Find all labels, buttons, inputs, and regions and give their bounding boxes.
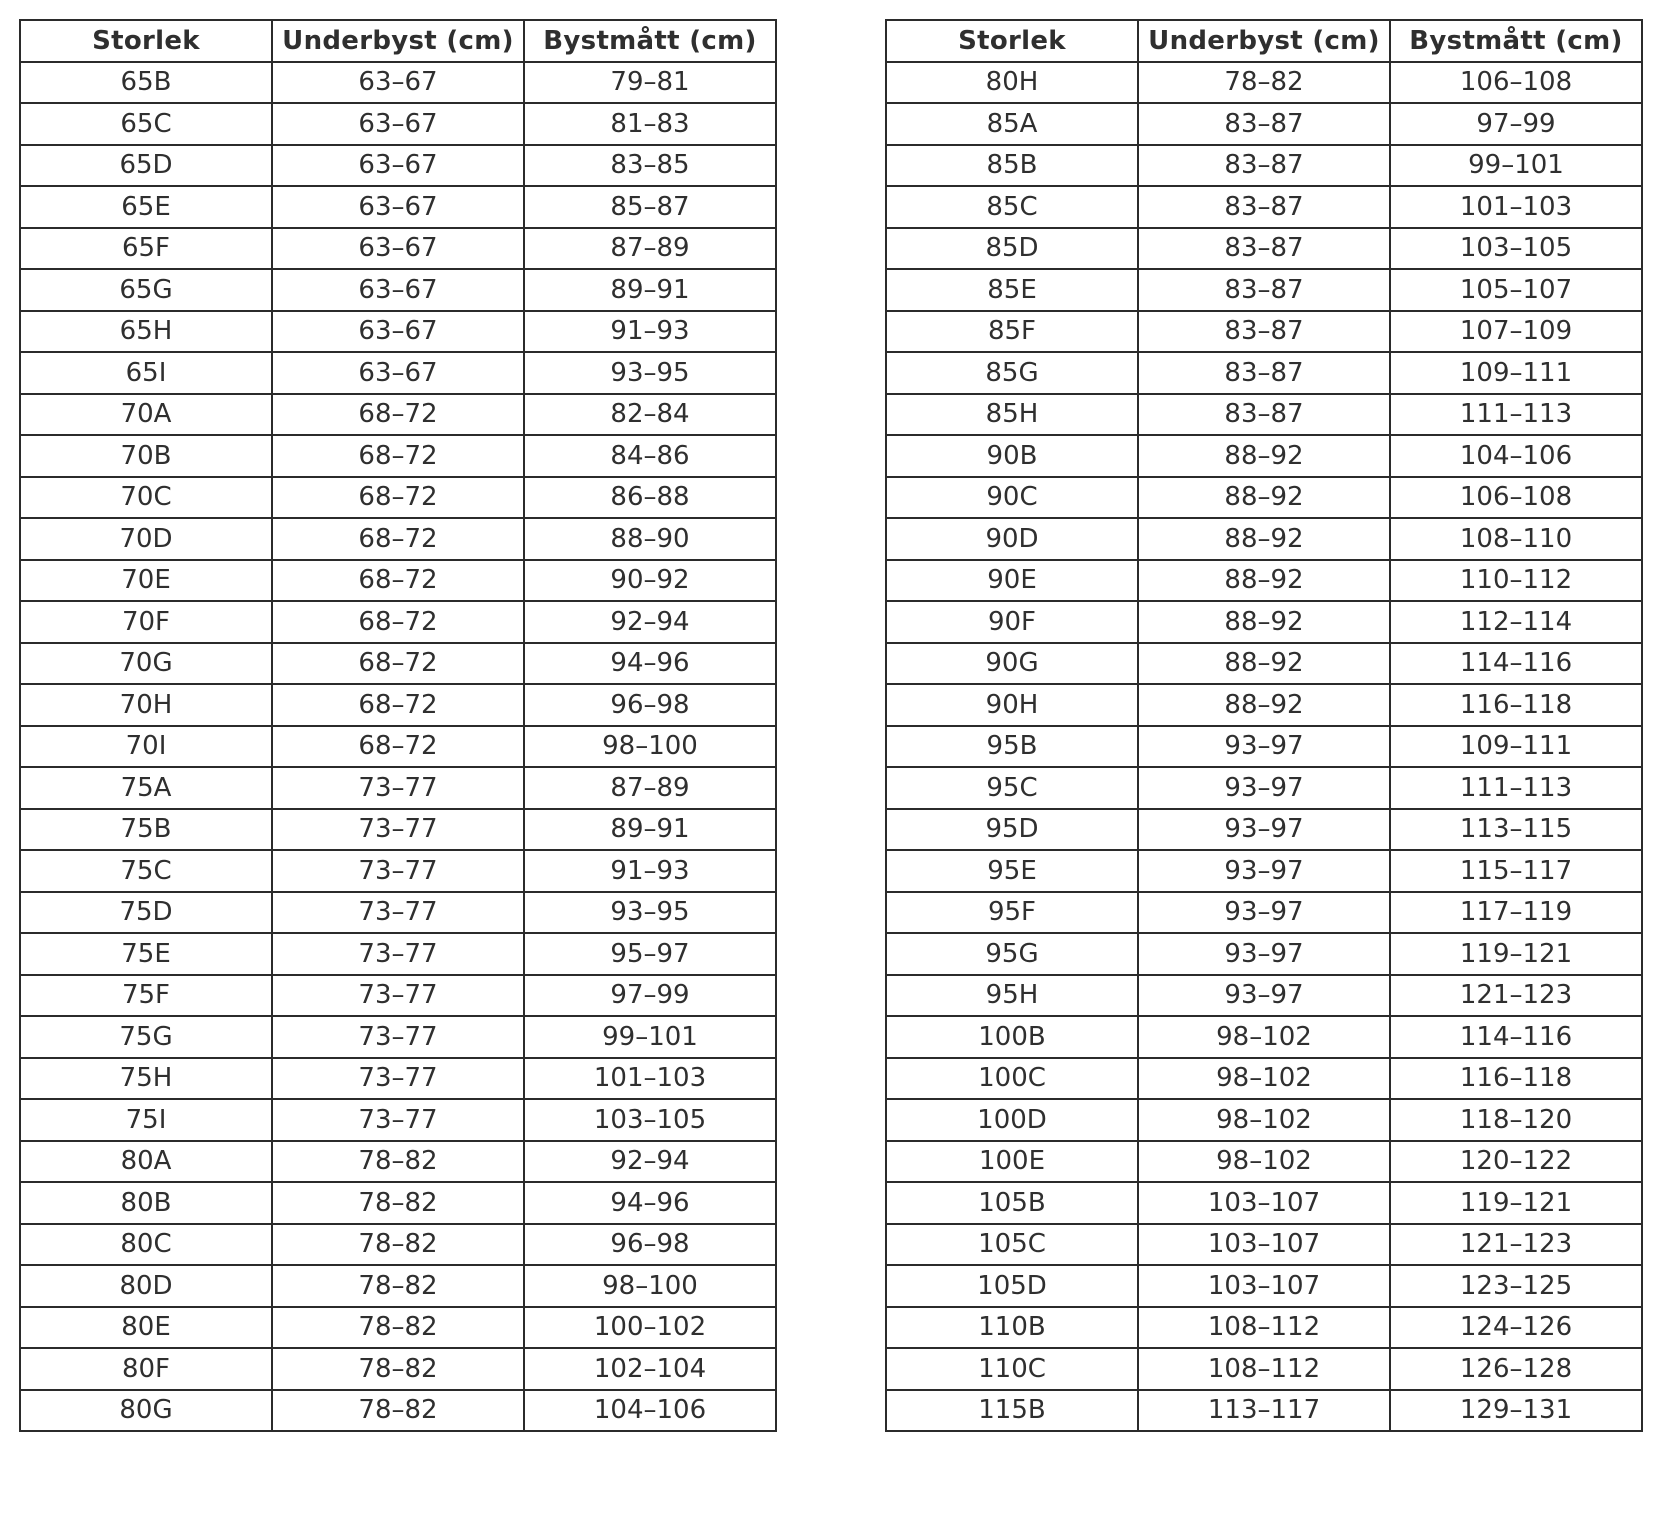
cell-storlek: 95C — [886, 767, 1138, 809]
cell-underbyst: 63–67 — [272, 186, 524, 228]
cell-storlek: 70B — [20, 435, 272, 477]
cell-bystmatt: 82–84 — [524, 394, 776, 436]
cell-bystmatt: 114–116 — [1390, 1016, 1642, 1058]
table-row — [20, 1265, 776, 1307]
cell-bystmatt: 113–115 — [1390, 809, 1642, 851]
cell-underbyst: 88–92 — [1138, 643, 1390, 685]
table-row — [886, 1307, 1642, 1349]
cell-storlek: 75E — [20, 933, 272, 975]
table-row — [886, 269, 1642, 311]
cell-storlek: 95H — [886, 975, 1138, 1017]
cell-bystmatt: 119–121 — [1390, 1182, 1642, 1224]
table-row — [20, 269, 776, 311]
table-row — [20, 767, 776, 809]
cell-storlek: 65H — [20, 311, 272, 353]
cell-storlek: 85A — [886, 103, 1138, 145]
cell-storlek: 100C — [886, 1058, 1138, 1100]
cell-bystmatt: 100–102 — [524, 1307, 776, 1349]
cell-bystmatt: 81–83 — [524, 103, 776, 145]
cell-bystmatt: 105–107 — [1390, 269, 1642, 311]
table-row — [886, 975, 1642, 1017]
cell-storlek: 75I — [20, 1099, 272, 1141]
table-row — [20, 1099, 776, 1141]
size-table-right — [885, 19, 1643, 1432]
cell-bystmatt: 107–109 — [1390, 311, 1642, 353]
cell-bystmatt: 87–89 — [524, 767, 776, 809]
cell-bystmatt: 98–100 — [524, 1265, 776, 1307]
cell-underbyst: 63–67 — [272, 269, 524, 311]
header-underbyst: Underbyst (cm) — [1138, 20, 1390, 62]
table-row — [20, 1224, 776, 1266]
cell-bystmatt: 121–123 — [1390, 1224, 1642, 1266]
cell-storlek: 90F — [886, 601, 1138, 643]
cell-underbyst: 88–92 — [1138, 477, 1390, 519]
cell-underbyst: 93–97 — [1138, 726, 1390, 768]
table-row — [886, 1099, 1642, 1141]
cell-underbyst: 78–82 — [1138, 62, 1390, 104]
cell-underbyst: 88–92 — [1138, 601, 1390, 643]
cell-underbyst: 93–97 — [1138, 809, 1390, 851]
cell-storlek: 70A — [20, 394, 272, 436]
cell-underbyst: 103–107 — [1138, 1182, 1390, 1224]
cell-underbyst: 63–67 — [272, 145, 524, 187]
table-row — [886, 933, 1642, 975]
table-row — [886, 726, 1642, 768]
cell-bystmatt: 86–88 — [524, 477, 776, 519]
table-row — [886, 684, 1642, 726]
header-underbyst: Underbyst (cm) — [272, 20, 524, 62]
table-row — [886, 1390, 1642, 1432]
cell-underbyst: 68–72 — [272, 435, 524, 477]
cell-bystmatt: 111–113 — [1390, 767, 1642, 809]
cell-storlek: 105B — [886, 1182, 1138, 1224]
cell-storlek: 90B — [886, 435, 1138, 477]
cell-storlek: 65E — [20, 186, 272, 228]
cell-underbyst: 103–107 — [1138, 1224, 1390, 1266]
cell-storlek: 80A — [20, 1141, 272, 1183]
cell-bystmatt: 92–94 — [524, 601, 776, 643]
cell-bystmatt: 123–125 — [1390, 1265, 1642, 1307]
table-row — [886, 186, 1642, 228]
cell-underbyst: 68–72 — [272, 477, 524, 519]
table-row — [20, 518, 776, 560]
table-row — [886, 1265, 1642, 1307]
cell-bystmatt: 90–92 — [524, 560, 776, 602]
cell-underbyst: 73–77 — [272, 767, 524, 809]
cell-storlek: 85H — [886, 394, 1138, 436]
cell-underbyst: 63–67 — [272, 103, 524, 145]
cell-bystmatt: 116–118 — [1390, 684, 1642, 726]
cell-underbyst: 78–82 — [272, 1141, 524, 1183]
cell-storlek: 70I — [20, 726, 272, 768]
header-row — [20, 20, 776, 62]
cell-bystmatt: 87–89 — [524, 228, 776, 270]
cell-bystmatt: 106–108 — [1390, 477, 1642, 519]
cell-bystmatt: 126–128 — [1390, 1348, 1642, 1390]
table-row — [20, 1390, 776, 1432]
cell-underbyst: 98–102 — [1138, 1099, 1390, 1141]
cell-bystmatt: 129–131 — [1390, 1390, 1642, 1432]
table-row — [886, 103, 1642, 145]
cell-bystmatt: 88–90 — [524, 518, 776, 560]
cell-bystmatt: 109–111 — [1390, 726, 1642, 768]
cell-storlek: 70C — [20, 477, 272, 519]
cell-bystmatt: 97–99 — [524, 975, 776, 1017]
table-row — [20, 103, 776, 145]
table-row — [886, 1141, 1642, 1183]
cell-bystmatt: 99–101 — [524, 1016, 776, 1058]
cell-storlek: 85F — [886, 311, 1138, 353]
cell-underbyst: 63–67 — [272, 311, 524, 353]
header-storlek: Storlek — [20, 20, 272, 62]
cell-underbyst: 63–67 — [272, 62, 524, 104]
header-row — [886, 20, 1642, 62]
cell-storlek: 85E — [886, 269, 1138, 311]
cell-underbyst: 83–87 — [1138, 311, 1390, 353]
table-row — [886, 62, 1642, 104]
table-row — [20, 62, 776, 104]
cell-underbyst: 83–87 — [1138, 186, 1390, 228]
table-row — [20, 435, 776, 477]
table-row — [20, 643, 776, 685]
table-row — [886, 601, 1642, 643]
cell-storlek: 95B — [886, 726, 1138, 768]
table-row — [20, 933, 776, 975]
cell-storlek: 110C — [886, 1348, 1138, 1390]
table-row — [20, 892, 776, 934]
cell-storlek: 75F — [20, 975, 272, 1017]
cell-underbyst: 73–77 — [272, 1058, 524, 1100]
table-row — [886, 394, 1642, 436]
cell-storlek: 70E — [20, 560, 272, 602]
cell-underbyst: 68–72 — [272, 684, 524, 726]
cell-bystmatt: 116–118 — [1390, 1058, 1642, 1100]
cell-bystmatt: 103–105 — [1390, 228, 1642, 270]
cell-underbyst: 68–72 — [272, 560, 524, 602]
table-row — [886, 352, 1642, 394]
table-row — [886, 435, 1642, 477]
cell-underbyst: 78–82 — [272, 1182, 524, 1224]
cell-storlek: 80C — [20, 1224, 272, 1266]
cell-bystmatt: 102–104 — [524, 1348, 776, 1390]
cell-storlek: 80B — [20, 1182, 272, 1224]
cell-bystmatt: 92–94 — [524, 1141, 776, 1183]
cell-underbyst: 93–97 — [1138, 933, 1390, 975]
table-row — [20, 850, 776, 892]
cell-storlek: 75B — [20, 809, 272, 851]
cell-bystmatt: 94–96 — [524, 1182, 776, 1224]
cell-underbyst: 68–72 — [272, 601, 524, 643]
cell-storlek: 65B — [20, 62, 272, 104]
cell-bystmatt: 111–113 — [1390, 394, 1642, 436]
table-row — [886, 767, 1642, 809]
cell-underbyst: 83–87 — [1138, 269, 1390, 311]
size-table-left — [19, 19, 777, 1432]
cell-storlek: 65G — [20, 269, 272, 311]
cell-bystmatt: 99–101 — [1390, 145, 1642, 187]
cell-underbyst: 83–87 — [1138, 145, 1390, 187]
cell-storlek: 105D — [886, 1265, 1138, 1307]
table-row — [20, 809, 776, 851]
table-row — [886, 518, 1642, 560]
cell-storlek: 75A — [20, 767, 272, 809]
cell-bystmatt: 119–121 — [1390, 933, 1642, 975]
cell-storlek: 110B — [886, 1307, 1138, 1349]
cell-storlek: 85C — [886, 186, 1138, 228]
cell-bystmatt: 121–123 — [1390, 975, 1642, 1017]
cell-storlek: 100B — [886, 1016, 1138, 1058]
cell-storlek: 95G — [886, 933, 1138, 975]
cell-bystmatt: 83–85 — [524, 145, 776, 187]
cell-storlek: 70F — [20, 601, 272, 643]
cell-bystmatt: 118–120 — [1390, 1099, 1642, 1141]
cell-underbyst: 63–67 — [272, 352, 524, 394]
cell-storlek: 80H — [886, 62, 1138, 104]
cell-storlek: 90G — [886, 643, 1138, 685]
table-row — [20, 1141, 776, 1183]
cell-underbyst: 73–77 — [272, 1099, 524, 1141]
cell-storlek: 80F — [20, 1348, 272, 1390]
cell-storlek: 80G — [20, 1390, 272, 1432]
cell-underbyst: 93–97 — [1138, 975, 1390, 1017]
cell-bystmatt: 89–91 — [524, 269, 776, 311]
cell-storlek: 65I — [20, 352, 272, 394]
cell-storlek: 95E — [886, 850, 1138, 892]
cell-underbyst: 108–112 — [1138, 1307, 1390, 1349]
table-row — [886, 560, 1642, 602]
cell-bystmatt: 101–103 — [524, 1058, 776, 1100]
table-row — [886, 1058, 1642, 1100]
cell-bystmatt: 95–97 — [524, 933, 776, 975]
cell-underbyst: 93–97 — [1138, 892, 1390, 934]
cell-underbyst: 73–77 — [272, 892, 524, 934]
cell-underbyst: 68–72 — [272, 643, 524, 685]
cell-underbyst: 88–92 — [1138, 684, 1390, 726]
cell-underbyst: 83–87 — [1138, 103, 1390, 145]
cell-underbyst: 78–82 — [272, 1224, 524, 1266]
cell-bystmatt: 106–108 — [1390, 62, 1642, 104]
cell-underbyst: 88–92 — [1138, 518, 1390, 560]
table-row — [886, 850, 1642, 892]
table-row — [886, 1016, 1642, 1058]
cell-bystmatt: 97–99 — [1390, 103, 1642, 145]
cell-bystmatt: 104–106 — [1390, 435, 1642, 477]
cell-bystmatt: 101–103 — [1390, 186, 1642, 228]
table-row — [886, 1182, 1642, 1224]
table-row — [20, 477, 776, 519]
cell-underbyst: 88–92 — [1138, 560, 1390, 602]
cell-underbyst: 83–87 — [1138, 394, 1390, 436]
table-row — [886, 892, 1642, 934]
cell-bystmatt: 94–96 — [524, 643, 776, 685]
cell-storlek: 75G — [20, 1016, 272, 1058]
table-row — [20, 1348, 776, 1390]
cell-underbyst: 73–77 — [272, 975, 524, 1017]
cell-underbyst: 98–102 — [1138, 1016, 1390, 1058]
header-bystmatt: Bystmått (cm) — [524, 20, 776, 62]
cell-bystmatt: 108–110 — [1390, 518, 1642, 560]
table-row — [886, 477, 1642, 519]
cell-bystmatt: 91–93 — [524, 311, 776, 353]
cell-storlek: 85G — [886, 352, 1138, 394]
cell-bystmatt: 117–119 — [1390, 892, 1642, 934]
cell-storlek: 85B — [886, 145, 1138, 187]
table-row — [20, 726, 776, 768]
cell-bystmatt: 93–95 — [524, 352, 776, 394]
table-row — [20, 352, 776, 394]
cell-bystmatt: 91–93 — [524, 850, 776, 892]
cell-bystmatt: 85–87 — [524, 186, 776, 228]
cell-storlek: 90H — [886, 684, 1138, 726]
table-row — [20, 601, 776, 643]
cell-storlek: 70D — [20, 518, 272, 560]
cell-bystmatt: 84–86 — [524, 435, 776, 477]
cell-bystmatt: 93–95 — [524, 892, 776, 934]
cell-bystmatt: 96–98 — [524, 684, 776, 726]
cell-bystmatt: 112–114 — [1390, 601, 1642, 643]
cell-underbyst: 88–92 — [1138, 435, 1390, 477]
table-row — [20, 1058, 776, 1100]
cell-underbyst: 98–102 — [1138, 1058, 1390, 1100]
table-row — [20, 684, 776, 726]
cell-storlek: 105C — [886, 1224, 1138, 1266]
table-row — [886, 311, 1642, 353]
cell-bystmatt: 109–111 — [1390, 352, 1642, 394]
cell-storlek: 75C — [20, 850, 272, 892]
cell-underbyst: 98–102 — [1138, 1141, 1390, 1183]
table-row — [20, 1182, 776, 1224]
cell-storlek: 100D — [886, 1099, 1138, 1141]
table-row — [20, 975, 776, 1017]
cell-storlek: 80D — [20, 1265, 272, 1307]
cell-storlek: 95F — [886, 892, 1138, 934]
table-row — [20, 145, 776, 187]
cell-storlek: 115B — [886, 1390, 1138, 1432]
cell-bystmatt: 120–122 — [1390, 1141, 1642, 1183]
table-row — [20, 186, 776, 228]
cell-storlek: 90D — [886, 518, 1138, 560]
cell-storlek: 75D — [20, 892, 272, 934]
table-row — [886, 643, 1642, 685]
cell-underbyst: 78–82 — [272, 1348, 524, 1390]
cell-storlek: 70G — [20, 643, 272, 685]
cell-underbyst: 73–77 — [272, 1016, 524, 1058]
cell-bystmatt: 89–91 — [524, 809, 776, 851]
cell-storlek: 70H — [20, 684, 272, 726]
cell-underbyst: 73–77 — [272, 809, 524, 851]
cell-underbyst: 68–72 — [272, 518, 524, 560]
cell-storlek: 85D — [886, 228, 1138, 270]
cell-bystmatt: 104–106 — [524, 1390, 776, 1432]
cell-storlek: 80E — [20, 1307, 272, 1349]
table-row — [886, 1348, 1642, 1390]
table-row — [886, 145, 1642, 187]
table-row — [886, 809, 1642, 851]
cell-bystmatt: 103–105 — [524, 1099, 776, 1141]
table-row — [20, 1307, 776, 1349]
cell-underbyst: 108–112 — [1138, 1348, 1390, 1390]
cell-underbyst: 68–72 — [272, 726, 524, 768]
cell-storlek: 100E — [886, 1141, 1138, 1183]
table-row — [20, 311, 776, 353]
cell-underbyst: 113–117 — [1138, 1390, 1390, 1432]
cell-storlek: 95D — [886, 809, 1138, 851]
cell-underbyst: 63–67 — [272, 228, 524, 270]
cell-underbyst: 93–97 — [1138, 767, 1390, 809]
cell-bystmatt: 115–117 — [1390, 850, 1642, 892]
cell-bystmatt: 98–100 — [524, 726, 776, 768]
cell-underbyst: 68–72 — [272, 394, 524, 436]
table-row — [20, 560, 776, 602]
table-row — [20, 394, 776, 436]
cell-underbyst: 83–87 — [1138, 228, 1390, 270]
cell-underbyst: 78–82 — [272, 1307, 524, 1349]
cell-storlek: 65F — [20, 228, 272, 270]
cell-underbyst: 103–107 — [1138, 1265, 1390, 1307]
cell-underbyst: 78–82 — [272, 1265, 524, 1307]
header-bystmatt: Bystmått (cm) — [1390, 20, 1642, 62]
table-row — [886, 228, 1642, 270]
cell-storlek: 90C — [886, 477, 1138, 519]
table-row — [20, 228, 776, 270]
cell-underbyst: 83–87 — [1138, 352, 1390, 394]
cell-underbyst: 93–97 — [1138, 850, 1390, 892]
cell-storlek: 90E — [886, 560, 1138, 602]
cell-bystmatt: 96–98 — [524, 1224, 776, 1266]
table-row — [20, 1016, 776, 1058]
cell-underbyst: 73–77 — [272, 850, 524, 892]
cell-storlek: 65D — [20, 145, 272, 187]
cell-bystmatt: 110–112 — [1390, 560, 1642, 602]
cell-bystmatt: 79–81 — [524, 62, 776, 104]
cell-underbyst: 78–82 — [272, 1390, 524, 1432]
header-storlek: Storlek — [886, 20, 1138, 62]
cell-underbyst: 73–77 — [272, 933, 524, 975]
cell-storlek: 75H — [20, 1058, 272, 1100]
cell-bystmatt: 114–116 — [1390, 643, 1642, 685]
cell-storlek: 65C — [20, 103, 272, 145]
table-row — [886, 1224, 1642, 1266]
cell-bystmatt: 124–126 — [1390, 1307, 1642, 1349]
